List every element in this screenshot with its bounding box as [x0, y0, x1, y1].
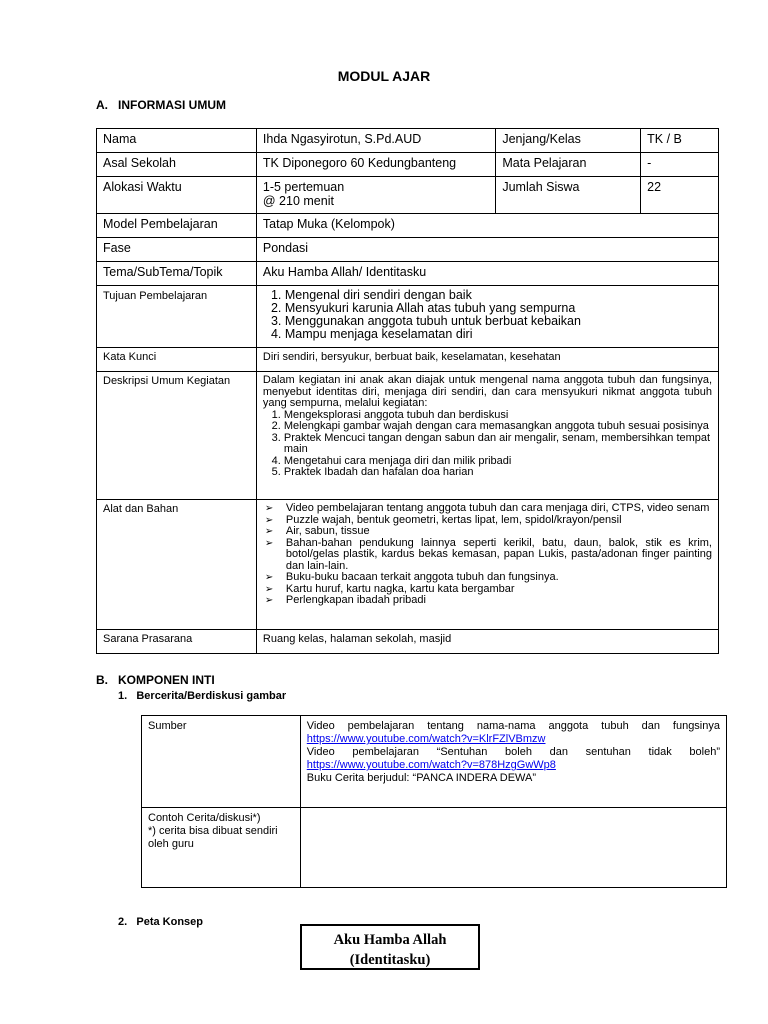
nama-value: Ihda Ngasyirotun, S.Pd.AUD [256, 129, 495, 153]
list-item: 2. Mensyukuri karunia Allah atas tubuh yang sempurna [285, 302, 712, 315]
sumber-label: Sumber [142, 716, 301, 808]
list-item: 5. Praktek Ibadah dan hafalan doa harian [284, 467, 712, 479]
list-item-text: Kartu huruf, kartu nagka, kartu kata bergambar [285, 582, 515, 595]
contoh-value [300, 808, 726, 888]
row-contoh [142, 808, 727, 888]
row-alokasi [97, 177, 719, 214]
arrow-bullet-icon: ➢ [264, 526, 274, 537]
contoh-label-note: *) cerita bisa dibuat sendiri oleh guru [148, 825, 278, 850]
list-item-text: Bahan-bahan pendukung lainnya seperti kerikil, batu, daun, balok, stik es krim, botol/gelas plastik, kardus bekas kemasan, papan Lukis, pasta/adonan finger painting dan lain-lain. [285, 536, 712, 572]
arrow-bullet-icon: ➢ [264, 537, 274, 549]
alat-label: Alat dan Bahan [97, 500, 257, 630]
fase-value: Pondasi [256, 238, 718, 262]
list-item: 3. Praktek Mencuci tangan dengan sabun dan air mengalir, senam, membersihkan tempat main [284, 433, 712, 456]
subsection-1-heading [118, 690, 286, 702]
section-b-heading [96, 673, 215, 687]
section-a-heading [96, 98, 226, 112]
alokasi-value [256, 177, 495, 214]
row-nama [97, 129, 719, 153]
alokasi-value-line2: @ 210 menit [262, 194, 334, 208]
concept-line-1: Aku Hamba Allah [333, 932, 447, 948]
jenjang-value: TK / B [641, 129, 719, 153]
nama-label: Nama [97, 129, 257, 153]
arrow-bullet-icon: ➢ [264, 514, 274, 526]
section-b-letter: B. [96, 673, 108, 687]
deskripsi-value [256, 372, 718, 500]
contoh-label [142, 808, 301, 888]
alat-list [263, 503, 712, 607]
list-item: 1. Mengeksplorasi anggota tubuh dan berdiskusi [284, 410, 712, 422]
arrow-bullet-icon: ➢ [264, 572, 274, 583]
fase-label: Fase [97, 238, 257, 262]
kata-kunci-label: Kata Kunci [97, 348, 257, 372]
row-tema [97, 262, 719, 286]
arrow-bullet-icon: ➢ [264, 583, 274, 595]
deskripsi-label: Deskripsi Umum Kegiatan [97, 372, 257, 500]
row-tujuan [97, 286, 719, 348]
jumlah-value: 22 [641, 177, 719, 214]
list-item: 4. Mampu menjaga keselamatan diri [285, 328, 712, 341]
section-a-letter: A. [96, 98, 108, 112]
mapel-label: Mata Pelajaran [496, 153, 641, 177]
concept-line-2: (Identitasku) [349, 952, 431, 968]
row-asal [97, 153, 719, 177]
tema-label: Tema/SubTema/Topik [97, 262, 257, 286]
tujuan-value [256, 286, 718, 348]
sumber-link-1[interactable]: https://www.youtube.com/watch?v=KlrFZlVBmzw [306, 733, 546, 745]
concept-map-root-box [300, 924, 480, 970]
section-a-title: INFORMASI UMUM [118, 98, 227, 112]
komponen-table [141, 715, 727, 888]
row-alat [97, 500, 719, 630]
list-item: 2. Melengkapi gambar wajah dengan cara memasangkan anggota tubuh sesuai posisinya [284, 421, 712, 433]
model-label: Model Pembelajaran [97, 214, 257, 238]
deskripsi-list [263, 410, 712, 479]
subsection-1-title: Bercerita/Berdiskusi gambar [136, 690, 287, 702]
row-sarana [97, 630, 719, 654]
subsection-1-number: 1. [118, 690, 128, 702]
info-table [96, 128, 719, 654]
row-kata-kunci [97, 348, 719, 372]
deskripsi-intro: Dalam kegiatan ini anak akan diajak untuk mengenal nama anggota tubuh dan fungsinya, menyebut identitas diri, menjaga diri sendiri, dan cara mensyukuri nikmat anggota tubuh yang sempurna, melalui kegiatan: [262, 374, 712, 409]
sumber-line-1: Video pembelajaran tentang nama-nama anggota tubuh dan fungsinya [306, 720, 720, 732]
sumber-line-3: Buku Cerita berjudul: “PANCA INDERA DEWA” [306, 772, 537, 784]
list-item [263, 595, 712, 607]
sumber-value [300, 716, 726, 808]
list-item [263, 538, 712, 573]
tujuan-list [263, 289, 712, 341]
list-item-text: Air, sabun, tissue [285, 525, 370, 537]
arrow-bullet-icon: ➢ [264, 595, 274, 606]
list-item-text: Puzzle wajah, bentuk geometri, kertas lipat, lem, spidol/krayon/pensil [285, 513, 622, 526]
subsection-2-title: Peta Konsep [136, 916, 203, 928]
sarana-value: Ruang kelas, halaman sekolah, masjid [256, 630, 718, 654]
alokasi-label: Alokasi Waktu [97, 177, 257, 214]
list-item: 1. Mengenal diri sendiri dengan baik [285, 289, 712, 302]
alat-value [256, 500, 718, 630]
tujuan-label: Tujuan Pembelajaran [97, 286, 257, 348]
sumber-line-2: Video pembelajaran “Sentuhan boleh dan sentuhan tidak boleh” [306, 746, 720, 758]
jumlah-label: Jumlah Siswa [496, 177, 641, 214]
model-value: Tatap Muka (Kelompok) [256, 214, 718, 238]
asal-label: Asal Sekolah [97, 153, 257, 177]
row-model [97, 214, 719, 238]
section-b-title: KOMPONEN INTI [118, 673, 215, 687]
list-item: 4. Mengetahui cara menjaga diri dan milik pribadi [284, 456, 712, 468]
list-item: 3. Menggunakan anggota tubuh untuk berbuat kebaikan [285, 315, 712, 328]
jenjang-label: Jenjang/Kelas [496, 129, 641, 153]
list-item-text: Buku-buku bacaan terkait anggota tubuh dan fungsinya. [285, 571, 559, 583]
alokasi-value-line1: 1-5 pertemuan [262, 180, 345, 194]
row-fase [97, 238, 719, 262]
subsection-2-heading [118, 916, 203, 928]
contoh-label-title: Contoh Cerita/diskusi*) [148, 812, 261, 824]
kata-kunci-value: Diri sendiri, bersyukur, berbuat baik, keselamatan, kesehatan [256, 348, 718, 372]
arrow-bullet-icon: ➢ [264, 503, 274, 514]
asal-value: TK Diponegoro 60 Kedungbanteng [256, 153, 495, 177]
subsection-2-number: 2. [118, 916, 128, 928]
sarana-label: Sarana Prasarana [97, 630, 257, 654]
row-sumber [142, 716, 727, 808]
list-item-text: Perlengkapan ibadah pribadi [285, 594, 426, 606]
mapel-value: - [641, 153, 719, 177]
list-item-text: Video pembelajaran tentang anggota tubuh dan cara menjaga diri, CTPS, video senam [285, 502, 710, 514]
sumber-link-2[interactable]: https://www.youtube.com/watch?v=878HzgGwWp8 [306, 759, 556, 771]
row-deskripsi [97, 372, 719, 500]
tema-value: Aku Hamba Allah/ Identitasku [256, 262, 718, 286]
page-title: MODUL AJAR [337, 68, 431, 84]
